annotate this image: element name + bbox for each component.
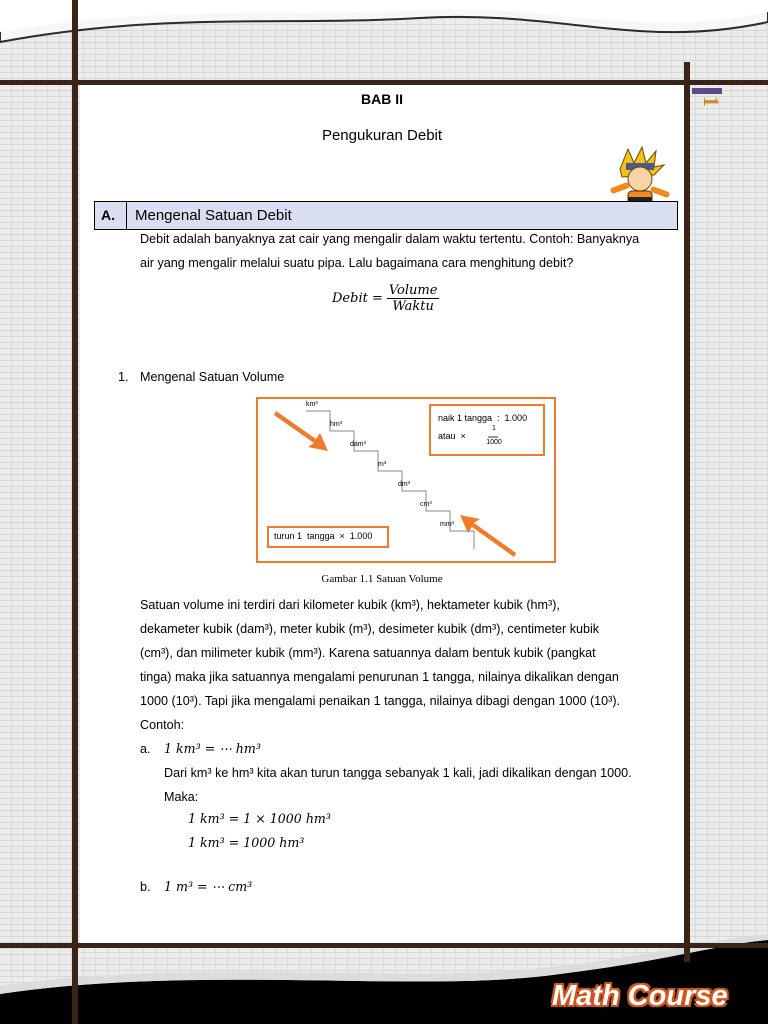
formula-numerator: Volume — [388, 283, 438, 298]
frame-left-line — [72, 0, 78, 1024]
debit-formula — [332, 283, 439, 314]
example-a-maka: Maka: — [164, 790, 199, 804]
frame-bottom-line — [0, 943, 768, 948]
paragraph-line-3: (cm³), dan milimeter kubik (mm³). Karena satuannya dalam bentuk kubik (pangkat — [140, 646, 596, 660]
document-page — [80, 85, 684, 943]
formula-denominator: Waktu — [392, 299, 434, 314]
paragraph-line-5: 1000 (10³). Tapi jika mengalami penaikan 1 tangga, nilainya dibagi dengan 1000 (10³). — [140, 694, 621, 708]
paragraph-line-2: dekameter kubik (dam³), meter kubik (m³), desimeter kubik (dm³), centimeter kubik — [140, 622, 600, 636]
page-title: Pengukuran Debit — [321, 127, 443, 144]
up-fraction-num: 1 — [492, 425, 496, 432]
up-fraction-den: 1000 — [486, 439, 502, 446]
example-b-label: b. — [140, 880, 151, 894]
up-label: naik 1 tangga : 1.000 — [438, 413, 528, 423]
example-a-label: a. — [140, 742, 151, 756]
example-a-explain: Dari km³ ke hm³ kita akan turun tangga sebanyak 1 kali, jadi dikalikan dengan 1000. — [164, 766, 632, 780]
top-wave-decoration — [0, 0, 768, 90]
intro-line-1: Debit adalah banyaknya zat cair yang mengalir dalam waktu tertentu. Contoh: Banyaknya — [140, 232, 640, 246]
frame-right-line — [684, 62, 690, 962]
subsection-title: Mengenal Satuan Volume — [140, 370, 285, 384]
intro-paragraph — [140, 227, 680, 275]
up-label-2: atau × — [438, 431, 466, 441]
figure-caption: Gambar 1.1 Satuan Volume — [321, 573, 443, 585]
step-dam3: dam³ — [350, 441, 366, 448]
up-arrow-icon — [460, 515, 516, 557]
page-number: 1 — [699, 96, 724, 107]
down-arrow-icon — [274, 411, 328, 451]
right-brick-background — [684, 80, 768, 960]
intro-line-2: air yang mengalir melalui suatu pipa. Lalu bagaimana cara menghitung debit? — [140, 256, 574, 270]
page-number-tab — [692, 88, 722, 94]
paragraph-line-1: Satuan volume ini terdiri dari kilometer kubik (km³), hektameter kubik (hm³), — [140, 598, 560, 612]
subsection-number: 1. — [118, 370, 129, 384]
example-a-step-2: 1 km³ = 1000 hm³ — [188, 835, 305, 850]
section-letter: A. — [95, 202, 127, 229]
formula-fraction — [387, 283, 440, 314]
example-a-step-1: 1 km³ = 1 × 1000 hm³ — [188, 811, 331, 826]
section-header-box — [94, 201, 678, 230]
example-b-question: 1 m³ = ⋯ cm³ — [164, 879, 253, 894]
step-cm3: cm³ — [420, 501, 432, 508]
step-mm3: mm³ — [440, 521, 454, 528]
paragraph-line-4: tinga) maka jika satuannya mengalami penurunan 1 tangga, nilainya dikalikan dengan — [140, 670, 619, 684]
left-brick-background — [0, 80, 80, 960]
formula-lhs: Debit = — [332, 291, 383, 306]
step-dm3: dm³ — [398, 481, 411, 488]
volume-paragraph — [140, 593, 680, 737]
example-a-question: 1 km³ = ⋯ hm³ — [164, 741, 261, 756]
step-hm3: hm³ — [330, 421, 343, 428]
down-label: turun 1 tangga × 1.000 — [274, 531, 373, 541]
volume-staircase-figure — [256, 397, 556, 563]
math-course-logo: Math Course — [552, 980, 728, 1012]
chapter-label: BAB II — [361, 91, 403, 107]
step-km3: km³ — [306, 401, 318, 408]
step-m3: m³ — [378, 461, 387, 468]
section-title: Mengenal Satuan Debit — [135, 207, 292, 224]
contoh-label: Contoh: — [140, 718, 185, 732]
